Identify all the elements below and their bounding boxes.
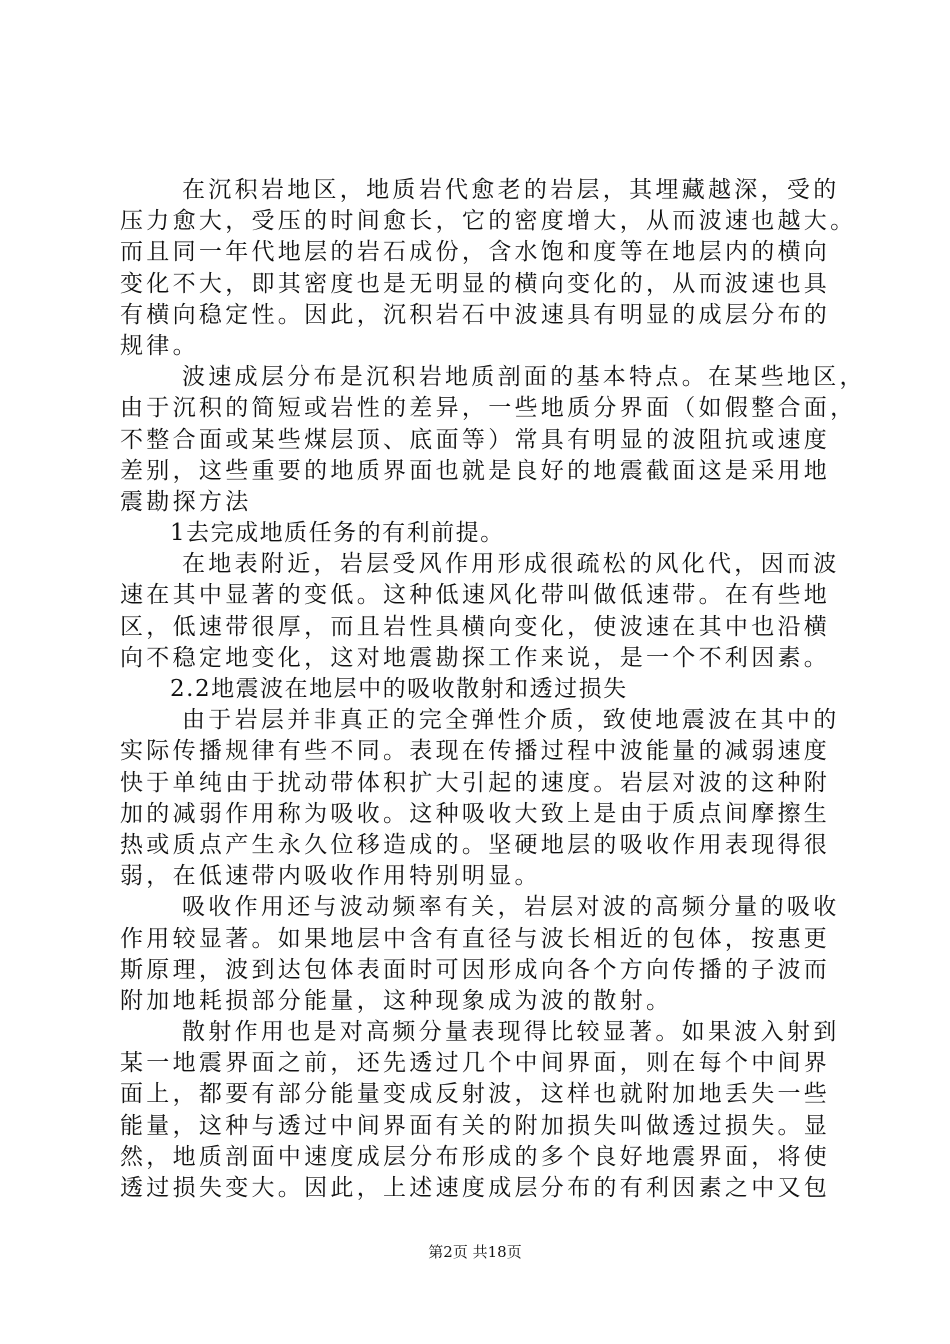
text-line: 在沉积岩地区，地质岩代愈老的岩层，其埋藏越深，受的	[182, 177, 840, 203]
text-line: 规律。	[120, 332, 199, 359]
text-line: 向不稳定地变化，这对地震勘探工作来说，是一个不利因素。	[120, 644, 831, 671]
text-line: 某一地震界面之前，还先透过几个中间界面，则在每个中间界	[120, 1050, 831, 1077]
text-line: 而且同一年代地层的岩石成份，含水饱和度等在地层内的横向	[120, 239, 831, 266]
text-line: 然，地质剖面中速度成层分布形成的多个良好地震界面，将使	[120, 1143, 831, 1170]
text-line: 能量，这种与透过中间界面有关的附加损失叫做透过损失。显	[120, 1112, 831, 1139]
text-line: 速在其中显著的变低。这种低速风化带叫做低速带。在有些地	[120, 582, 831, 609]
text-line: 附加地耗损部分能量，这种现象成为波的散射。	[120, 987, 673, 1014]
text-line: 作用较显著。如果地层中含有直径与波长相近的包体，按惠更	[120, 925, 831, 952]
text-line: 区，低速带很厚，而且岩性具横向变化，使波速在其中也沿横	[120, 613, 831, 640]
text-line: 1去完成地质任务的有利前提。	[170, 520, 505, 547]
text-line: 吸收作用还与波动频率有关，岩层对波的高频分量的吸收	[182, 894, 840, 921]
text-line: 压力愈大，受压的时间愈长，它的密度增大，从而波速也越大。	[120, 208, 857, 235]
text-line: 震勘探方法	[120, 488, 252, 515]
text-line: 斯原理，波到达包体表面时可因形成向各个方向传播的子波而	[120, 956, 831, 983]
text-line: 热或质点产生永久位移造成的。坚硬地层的吸收作用表现得很	[120, 831, 831, 858]
text-line: 波速成层分布是沉积岩地质剖面的基本特点。在某些地区，	[182, 364, 866, 391]
text-line: 散射作用也是对高频分量表现得比较显著。如果波入射到	[182, 1019, 840, 1046]
text-line: 由于沉积的简短或岩性的差异，一些地质分界面（如假整合面，	[120, 395, 857, 422]
text-line: 差别，这些重要的地质界面也就是良好的地震截面这是采用地	[120, 457, 831, 484]
text-line: 在地表附近，岩层受风作用形成很疏松的风化代，因而波	[182, 551, 840, 578]
text-line: 加的减弱作用称为吸收。这种吸收大致上是由于质点间摩擦生	[120, 800, 831, 827]
section-heading: 2.2地震波在地层中的吸收散射和透过损失	[170, 676, 628, 702]
text-line: 不整合面或某些煤层顶、底面等）常具有明显的波阻抗或速度	[120, 426, 831, 453]
text-line: 有横向稳定性。因此，沉积岩石中波速具有明显的成层分布的	[120, 301, 831, 328]
text-line: 面上，都要有部分能量变成反射波，这样也就附加地丢失一些	[120, 1081, 831, 1108]
text-line: 实际传播规律有些不同。表现在传播过程中波能量的减弱速度	[120, 738, 831, 765]
page-number-footer: 第2页 共18页	[428, 1243, 522, 1261]
text-line: 快于单纯由于扰动带体积扩大引起的速度。岩层对波的这种附	[120, 769, 831, 796]
text-line: 弱，在低速带内吸收作用特别明显。	[120, 863, 541, 890]
text-line: 透过损失变大。因此，上述速度成层分布的有利因素之中又包	[120, 1175, 831, 1201]
document-body	[120, 175, 866, 1204]
text-line: 由于岩层并非真正的完全弹性介质，致使地震波在其中的	[182, 707, 840, 734]
text-line: 变化不大，即其密度也是无明显的横向变化的，从而波速也具	[120, 270, 831, 297]
